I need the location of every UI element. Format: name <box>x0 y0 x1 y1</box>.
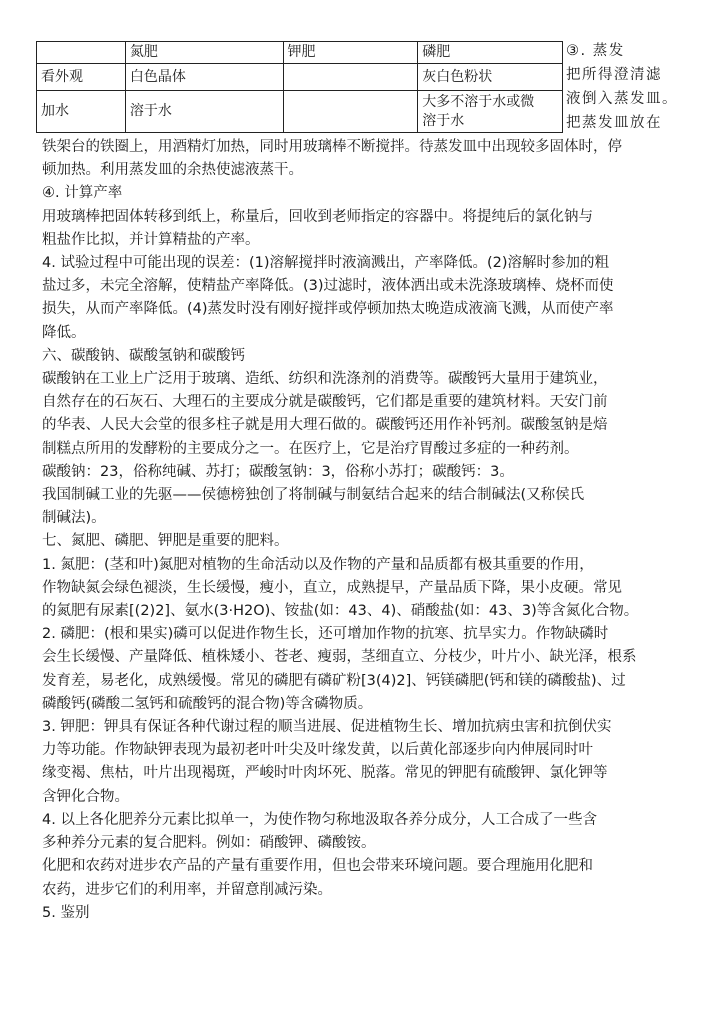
text-line: 作物缺氮会绿色褪淡，生长缓慢，瘦小，直立，成熟提早，产量品质下降，果小皮硬。常见 <box>42 579 622 596</box>
text-line: 制碱法)。 <box>42 510 106 527</box>
table-cell <box>283 91 418 133</box>
text-line: 损失，从而产率降低。(4)蒸发时没有刚好搅拌或停顿加热太晚造成液滴飞溅，从而使产率 <box>42 301 614 318</box>
side-text-line: ③. 蒸发 <box>566 43 625 59</box>
text-line: 铁架台的铁圈上，用酒精灯加热，同时用玻璃棒不断搅拌。待蒸发皿中出现较多固体时，停 <box>42 139 622 155</box>
table-cell <box>418 91 563 133</box>
text-line: 盐过多，未完全溶解，使精盐产率降低。(3)过滤时，液体洒出或未洗涤玻璃棒、烧杯而使 <box>42 278 614 295</box>
text-line: 的氮肥有尿素[(2)2]、氨水(3·H2O)、铵盐(如：43、4)、硝酸盐(如：43、3)等含氮化合物。 <box>42 603 639 620</box>
text-line: 制糕点所用的发酵粉的主要成分之一。在医疗上，它是治疗胃酸过多症的一种药剂。 <box>42 440 579 457</box>
text-line: 粗盐作比拟，并计算精盐的产率。 <box>42 231 260 248</box>
text-line: 力等功能。作物缺钾表现为最初老叶叶尖及叶缘发黄，以后黄化部逐步向内伸展同时叶 <box>42 742 593 759</box>
text-line: 农药，进步它们的利用率，并留意削减污染。 <box>42 881 332 898</box>
table-row <box>37 64 563 91</box>
side-text-line: 把蒸发皿放在 <box>566 115 662 131</box>
body-text <box>42 136 712 925</box>
fertilizer-comparison-table <box>36 41 563 133</box>
text-line: 化肥和农药对进步农产品的产量有重要作用，但也会带来环境问题。要合理施用化肥和 <box>42 858 593 875</box>
row-label: 加水 <box>37 91 126 133</box>
text-line: 碳酸钠在工业上广泛用于玻璃、造纸、纺织和洗涤剂的消费等。碳酸钙大量用于建筑业， <box>42 371 608 388</box>
table-cell <box>283 64 418 91</box>
table-header-cell <box>37 42 126 64</box>
side-text-line: 液倒入蒸发皿。 <box>566 91 678 107</box>
text-line: 多种养分元素的复合肥料。例如：硝酸钾、磷酸铵。 <box>42 835 376 852</box>
section-heading: 5. 鉴别 <box>42 904 90 921</box>
text-line: 1. 氮肥：(茎和叶)氮肥对植物的生命活动以及作物的产量和品质都有极其重要的作用， <box>42 556 594 573</box>
table-row <box>37 91 563 133</box>
text-line: 碳酸钠：23，俗称纯碱、苏打；碳酸氢钠：3，俗称小苏打；碳酸钙：3。 <box>42 463 514 480</box>
text-line: 磷酸钙(磷酸二氢钙和硫酸钙的混合物)等含磷物质。 <box>42 695 373 712</box>
text-line: 降低。 <box>42 324 86 341</box>
table-header-cell: 氮肥 <box>125 42 283 64</box>
text-line: 自然存在的石灰石、大理石的主要成分就是碳酸钙，它们都是重要的建筑材料。天安门前 <box>42 394 608 411</box>
table-header-row <box>37 42 563 64</box>
text-line: 用玻璃棒把固体转移到纸上，称量后，回收到老师指定的容器中。将提纯后的氯化钠与 <box>42 208 593 225</box>
table-header-cell: 钾肥 <box>283 42 418 64</box>
text-line: 会生长缓慢、产量降低、植株矮小、苍老、瘦弱，茎细直立、分枝少，叶片小、缺光泽，根系 <box>42 649 637 666</box>
table-cell: 白色晶体 <box>125 64 283 91</box>
text-line: 3. 钾肥：钾具有保证各种代谢过程的顺当进展、促进植物生长、增加抗病虫害和抗倒伏实 <box>42 719 612 736</box>
text-line: 4. 以上各化肥养分元素比拟单一，为使作物匀称地汲取各养分成分，人工合成了一些含 <box>42 811 597 828</box>
text-line: 顿加热。利用蒸发皿的余热使滤液蒸干。 <box>42 162 303 179</box>
text-line: 我国制碱工业的先驱——侯德榜独创了将制碱与制氨结合起来的结合制碱法(又称侯氏 <box>42 487 585 504</box>
table-cell: 灰白色粉状 <box>418 64 563 91</box>
section-heading: ④. 计算产率 <box>42 185 123 202</box>
table-cell: 溶于水 <box>125 91 283 133</box>
cell-line: 溶于水 <box>422 112 465 129</box>
text-line: 缘变褐、焦枯，叶片出现褐斑，严峻时叶肉坏死、脱落。常见的钾肥有硫酸钾、氯化钾等 <box>42 765 608 782</box>
text-line: 发育差，易老化，成熟缓慢。常见的磷肥有磷矿粉[3(4)2]、钙镁磷肥(钙和镁的磷酸盐)、过 <box>42 672 626 689</box>
side-text-line: 把所得澄清滤 <box>566 67 662 83</box>
text-line: 的华表、人民大会堂的很多柱子就是用大理石做的。碳酸钙还用作补钙剂。碳酸氢钠是焙 <box>42 417 608 434</box>
text-line: 含钾化合物。 <box>42 788 129 805</box>
section-heading: 六、碳酸钠、碳酸氢钠和碳酸钙 <box>42 347 245 364</box>
text-line: 2. 磷肥：(根和果实)磷可以促进作物生长，还可增加作物的抗寒、抗旱实力。作物缺磷时 <box>42 626 609 643</box>
text-line: 4. 试验过程中可能出现的误差：(1)溶解搅拌时液滴溅出，产率降低。(2)溶解时参加的粗 <box>42 255 610 272</box>
cell-line: 大多不溶于水或微 <box>422 93 535 110</box>
row-label: 看外观 <box>37 64 126 91</box>
section-heading: 七、氮肥、磷肥、钾肥是重要的肥料。 <box>42 533 289 550</box>
table-header-cell: 磷肥 <box>418 42 563 64</box>
